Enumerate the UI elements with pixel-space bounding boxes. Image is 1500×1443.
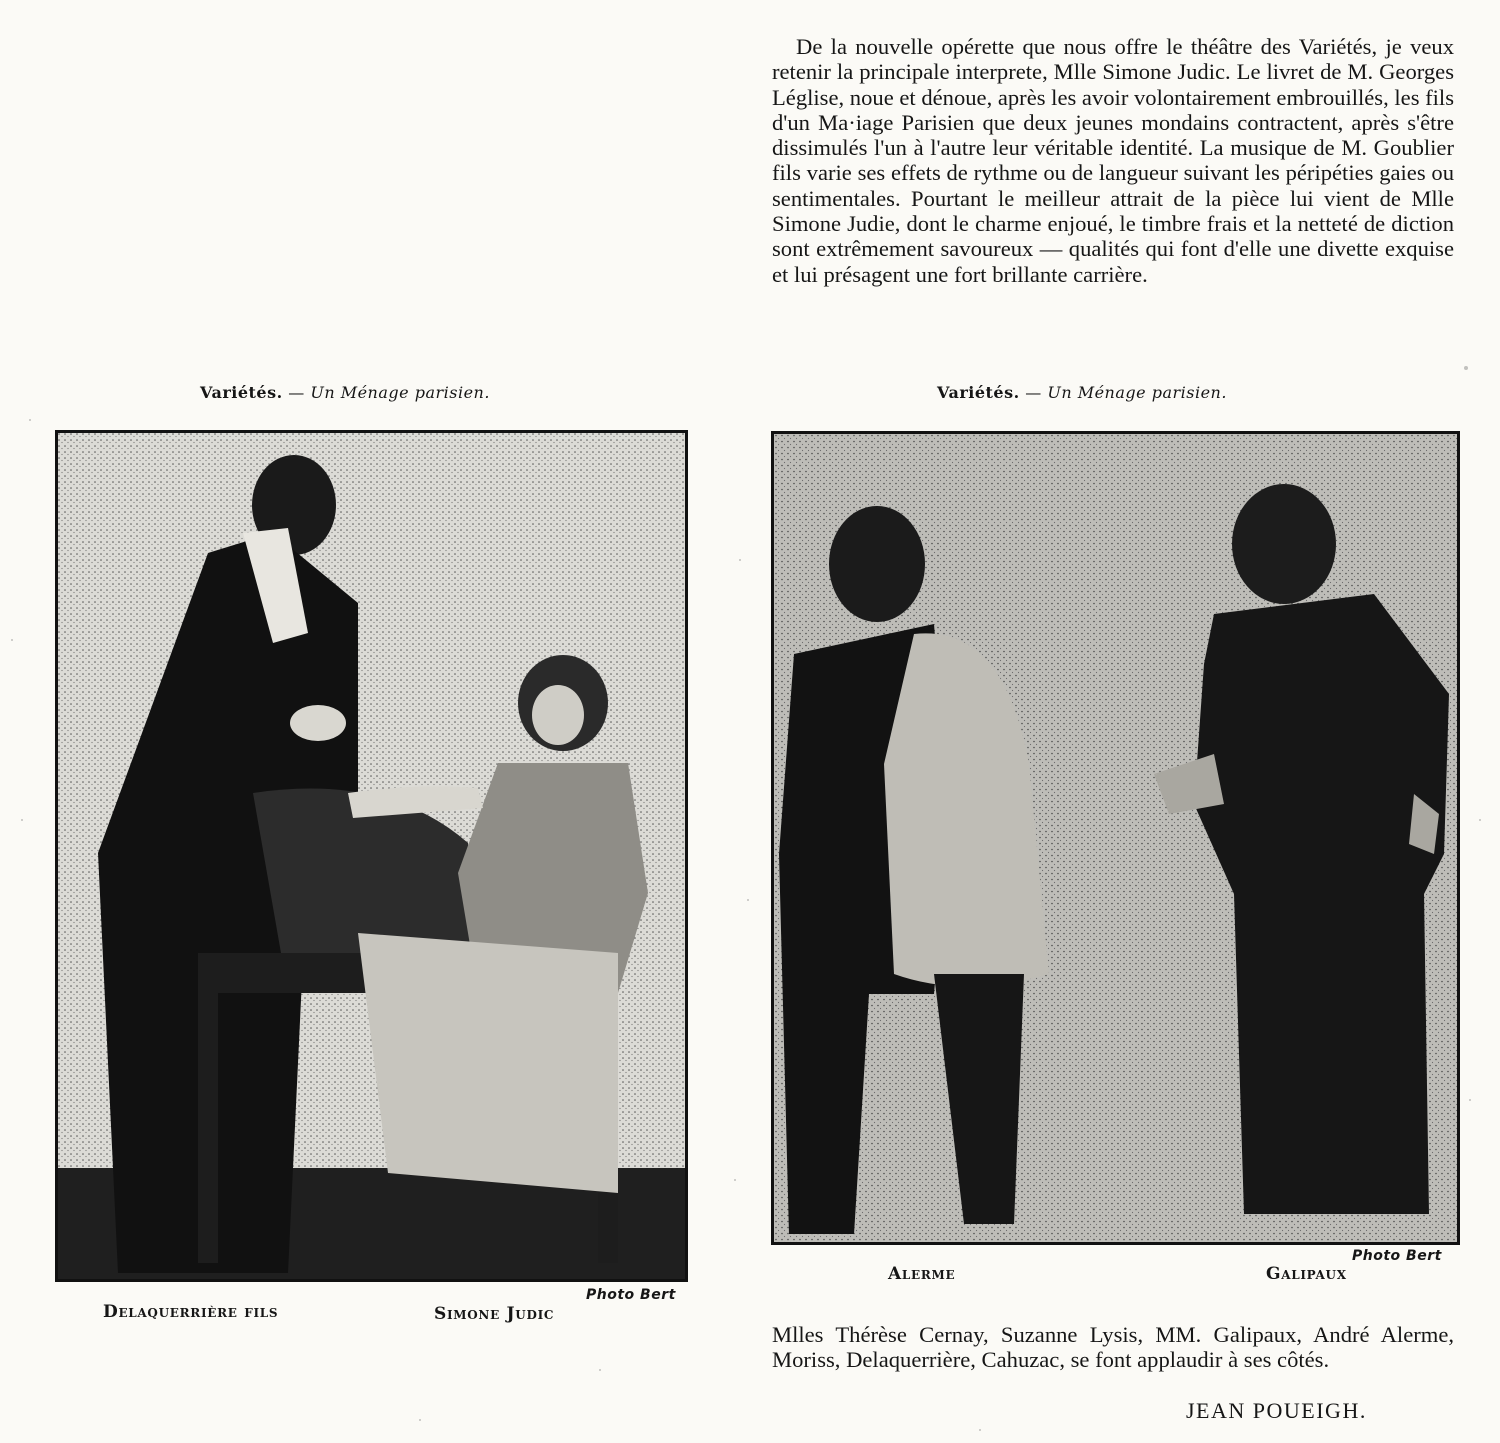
photo-illustration-right	[774, 434, 1457, 1242]
review-paragraph: De la nouvelle opérette que nous offre le théâtre des Variétés, je veux retenir la principale interprete, Mlle Simone Judic. Le livret de M. Georges Léglise, noue et dénoue, après les avoir volontairement embrouillés, les fils d'un Ma·iage Parisien que deux jeunes mondains contractent, après s'être dissimulés l'un à l'autre leur véritable identité. La musique de M. Goublier fils varie ses effets de rythme ou de langueur suivant les péripéties gaies ou sentimentales. Pourtant le meilleur attrait de la pièce lui vient de Mlle Simone Judie, dont le charme enjoué, le timbre frais et la netteté de diction sont extrêmement savoureux — qualités qui font d'elle une divette exquise et lui présagent une fort brillante carrière.	[772, 34, 1455, 287]
right-photo-credit: Photo Bert	[1352, 1248, 1442, 1264]
right-name-galipaux: Galipaux	[1266, 1264, 1347, 1284]
left-name-judic: Simone Judic	[434, 1304, 555, 1324]
photo-delaquerriere-judic	[55, 430, 688, 1282]
left-name-delaquerriere: Delaquerrière fils	[103, 1302, 279, 1322]
photo-illustration-left	[58, 433, 685, 1279]
right-caption-play: Un Ménage parisien.	[1047, 383, 1227, 402]
left-caption-dash: —	[282, 383, 311, 402]
right-photo-caption	[937, 383, 1227, 402]
left-photo-credit: Photo Bert	[586, 1287, 676, 1303]
left-caption-play: Un Ménage parisien.	[310, 383, 490, 402]
cast-paragraph: Mlles Thérèse Cernay, Suzanne Lysis, MM. Galipaux, André Alerme, Moriss, Delaquerrière, Cahuzac, se font applaudir à ses côtés.	[772, 1322, 1454, 1373]
photo-alerme-galipaux	[771, 431, 1460, 1245]
right-caption-theatre: Variétés.	[937, 383, 1020, 402]
left-caption-theatre: Variétés.	[200, 383, 283, 402]
right-name-alerme: Alerme	[888, 1264, 956, 1284]
left-photo-caption	[200, 383, 490, 402]
author-signature: JEAN POUEIGH.	[1186, 1398, 1367, 1423]
right-caption-dash: —	[1019, 383, 1048, 402]
